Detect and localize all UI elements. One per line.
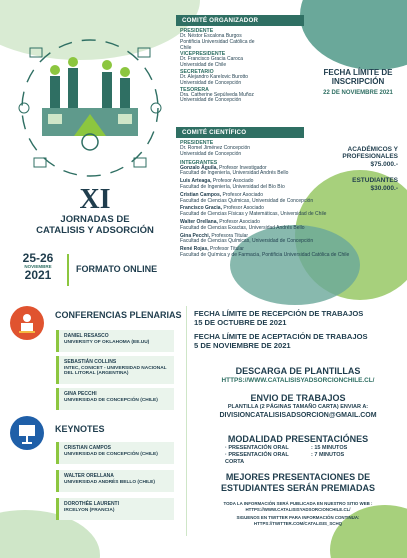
member-title: Profesor Asociado xyxy=(221,191,264,198)
speaker-affiliation: INTEC, CONICET - UNIVERSIDAD NACIONAL DEL LITORAL (ARGENTINA) xyxy=(64,365,167,377)
organizing-committee-header: COMITÉ ORGANIZADOR xyxy=(176,15,304,26)
event-date-block xyxy=(12,252,64,281)
plenaries-title: CONFERENCIAS PLENARIAS xyxy=(55,310,182,320)
decor-blob-right xyxy=(300,0,407,70)
member-title: Profesor Titular xyxy=(208,246,244,253)
submission-title: ENVIO DE TRABAJOS xyxy=(250,393,346,403)
plenary-card xyxy=(56,388,174,410)
acceptance-label: FECHA LÍMITE DE ACEPTACIÓN DE TRABAJOS xyxy=(194,332,368,341)
awards-line2: ESTUDIANTES SERÁN PREMIADAS xyxy=(220,483,375,493)
member-title: Profesor Asociado xyxy=(211,178,254,185)
speaker-name: SEBASTIÁN COLLINS xyxy=(64,359,117,365)
fee2-value: $30.000.- xyxy=(370,185,398,192)
submission-text: PLANTILLA (2 PÁGINAS TAMAÑO CARTA) ENVIAR A: xyxy=(227,404,369,410)
member-title: Profesora Titular xyxy=(210,232,249,239)
deadline-label-1: FECHA LÍMITE DE xyxy=(323,68,393,77)
person-name: Dr. Romel Jiménez Concepción xyxy=(180,145,251,151)
keynotes-title: KEYNOTES xyxy=(55,424,105,434)
modality-short xyxy=(192,452,404,466)
event-dates: 25-26 xyxy=(22,251,54,265)
person-affiliation: Universidad de Concepción xyxy=(180,150,242,157)
plenary-card xyxy=(56,356,174,384)
person-affiliation: Universidad de Chile xyxy=(180,62,227,69)
speaker-affiliation: IRCELYON (FRANCIA) xyxy=(64,507,115,513)
member-affiliation: Facultad de Ciencias Físicas y Matemáticas, Universidad de Chile xyxy=(180,211,327,218)
person-affiliation: Universidad de Concepción xyxy=(180,97,242,104)
person-name: Dr. Néstor Escalona Burgos xyxy=(180,33,242,39)
short-value: : 7 MINUTOS xyxy=(311,452,345,458)
fee1-value: $75.000.- xyxy=(370,161,398,168)
speaker-name: GINA PECCHI xyxy=(64,391,97,397)
person-name: Dr. Alejandro Karelovic Burotto xyxy=(180,73,249,80)
person-name: Dr. Francisco Gracia Caroca xyxy=(180,56,244,63)
member-entry xyxy=(180,247,350,259)
keynote-card xyxy=(56,498,174,520)
web-url[interactable]: HTTPS://WWW.CATALISISYADSORCIONCHILE.CL/ xyxy=(245,507,351,512)
work-deadlines xyxy=(194,309,402,350)
member-entry xyxy=(180,193,350,205)
role-label: PRESIDENTE xyxy=(180,140,214,146)
acceptance-date: 5 DE NOVIEMBRE DE 2021 xyxy=(194,341,291,350)
member-title: Profesor Asociado xyxy=(221,205,264,212)
awards-section xyxy=(192,472,404,494)
twitter-url[interactable]: HTTPS://TWITTER.COM/CATALISIS_SCHQ xyxy=(253,521,343,526)
member-entry xyxy=(180,206,350,218)
keynote-card xyxy=(56,442,174,464)
member-title: Profesor Asociado xyxy=(217,218,260,225)
member-affiliation: Facultad de Química y de Farmacia, Pontificia Universidad Católica de Chile xyxy=(180,251,350,258)
reception-label: FECHA LÍMITE DE RECEPCIÓN DE TRABAJOS xyxy=(194,309,364,318)
modality-oral xyxy=(192,445,404,452)
registration-deadline xyxy=(312,68,404,96)
column-divider xyxy=(186,306,187,536)
keynote-icon xyxy=(10,416,44,450)
modality-title: MODALIDAD PRESENTACIÓNES xyxy=(227,434,369,444)
fee1-label-1: ACADÉMICOS Y xyxy=(347,146,398,153)
member-affiliation: Facultad de Ciencias Exactas, Universidad Andrés Bello xyxy=(180,224,305,231)
templates-title: DESCARGA DE PLANTILLAS xyxy=(235,366,361,376)
event-title-block xyxy=(0,186,190,236)
member-affiliation: Facultad de Ciencias Químicas, Universidad de Concepción xyxy=(180,197,314,204)
awards-line1: MEJORES PRESENTACIONES DE xyxy=(225,472,371,482)
event-format: FORMATO ONLINE xyxy=(76,264,158,274)
person-affiliation: Pontificia Universidad Católica de xyxy=(180,38,255,45)
speaker-name: DOROTHÉE LAURENTI xyxy=(64,501,119,507)
fee1-label-2: PROFESIONALES xyxy=(342,153,398,160)
factory-illustration xyxy=(10,18,170,188)
member-name: Luis Arteaga, xyxy=(180,178,212,185)
member-name: Cristian Campos, xyxy=(180,191,222,198)
templates-section xyxy=(192,366,404,385)
keynote-card xyxy=(56,470,174,492)
speaker-affiliation: UNIVERSITY OF OKLAHOMA (EE.UU) xyxy=(64,339,150,345)
deadline-label-2: INSCRIPCIÓN xyxy=(331,77,385,86)
submission-section xyxy=(192,393,404,420)
speaker-affiliation: UNIVERSIDAD DE CONCEPCIÓN (CHILE) xyxy=(64,451,158,457)
scientific-committee-header: COMITÉ CIENTÍFICO xyxy=(176,127,304,138)
member-title: Profesor Investigador xyxy=(217,164,267,171)
member-entry xyxy=(180,234,350,246)
twitter-text: SIGUENOS EN TWITTER PARA INFORMACIÓN CONTINUA: xyxy=(236,515,360,520)
oral-label: · PRESENTACIÓN ORAL xyxy=(225,445,289,451)
role-label: PRESIDENTE xyxy=(180,28,214,34)
member-entry xyxy=(180,220,350,232)
organizing-committee-list xyxy=(180,28,310,104)
member-name: Walter Orellana, xyxy=(180,218,218,225)
member-affiliation: Facultad de Ingeniería, Universidad Andrés Bello xyxy=(180,170,289,177)
event-edition: XI xyxy=(79,184,111,215)
speaker-name: CRISTIAN CAMPOS xyxy=(64,445,111,451)
oral-value: : 15 MINUTOS xyxy=(311,445,348,451)
member-name: Gonzalo Águila, xyxy=(180,164,218,171)
modality-section xyxy=(192,434,404,466)
divider xyxy=(67,254,69,286)
speaker-name: WALTER ORELLANA xyxy=(64,473,114,479)
member-affiliation: Facultad de Ciencias Químicas, Universidad de Concepción xyxy=(180,238,314,245)
event-title-line2: CATALISIS Y ADSORCIÓN xyxy=(36,225,154,236)
member-name: Francisco Gracia, xyxy=(180,205,222,212)
person-affiliation: Chile xyxy=(180,44,192,51)
templates-url[interactable]: HTTPS://WWW.CATALISISYADSORCIONCHILE.CL/ xyxy=(221,377,375,384)
speaker-affiliation: UNIVERSIDAD DE CONCEPCIÓN (CHILE) xyxy=(64,397,158,403)
submission-email[interactable]: DIVISIONCATALISISADSORCION@GMAIL.COM xyxy=(219,412,377,419)
info-section xyxy=(192,501,404,527)
speaker-affiliation: UNIVERSIDAD ANDRÉS BELLO (CHILE) xyxy=(64,479,155,485)
plenary-icon xyxy=(10,306,44,340)
role-label: SECRETARIO xyxy=(180,68,214,75)
member-name: René Rojas, xyxy=(180,246,209,253)
reception-date: 15 DE OCTUBRE DE 2021 xyxy=(194,318,287,327)
member-affiliation: Facultad de Ingeniería, Universidad del Bío Bío xyxy=(180,183,285,190)
event-title-line1: JORNADAS DE xyxy=(60,214,130,225)
short-label: · PRESENTACIÓN ORAL CORTA xyxy=(225,452,289,465)
role-label: INTEGRANTES xyxy=(180,159,218,166)
speaker-name: DANIEL RESASCO xyxy=(64,333,109,339)
fee2-label: ESTUDIANTES xyxy=(352,177,398,184)
person-affiliation: Universidad de Concepción xyxy=(180,79,242,86)
event-year: 2021 xyxy=(24,268,52,282)
web-text: TODA LA INFORMACIÓN SERÁ PUBLICADA EN NUESTRO SITIO WEB : xyxy=(223,501,373,506)
plenary-card xyxy=(56,330,174,352)
person-name: Dra. Catherine Sepúlveda Muñoz xyxy=(180,91,254,98)
event-month: NOVIEMBRE xyxy=(24,264,52,269)
member-name: Gina Pecchi, xyxy=(180,232,211,239)
role-label: TESORERA xyxy=(180,86,209,93)
role-label: VICEPRESIDENTE xyxy=(180,51,226,58)
deadline-date: 22 DE NOVIEMBRE 2021 xyxy=(323,90,393,96)
fees xyxy=(318,146,398,193)
